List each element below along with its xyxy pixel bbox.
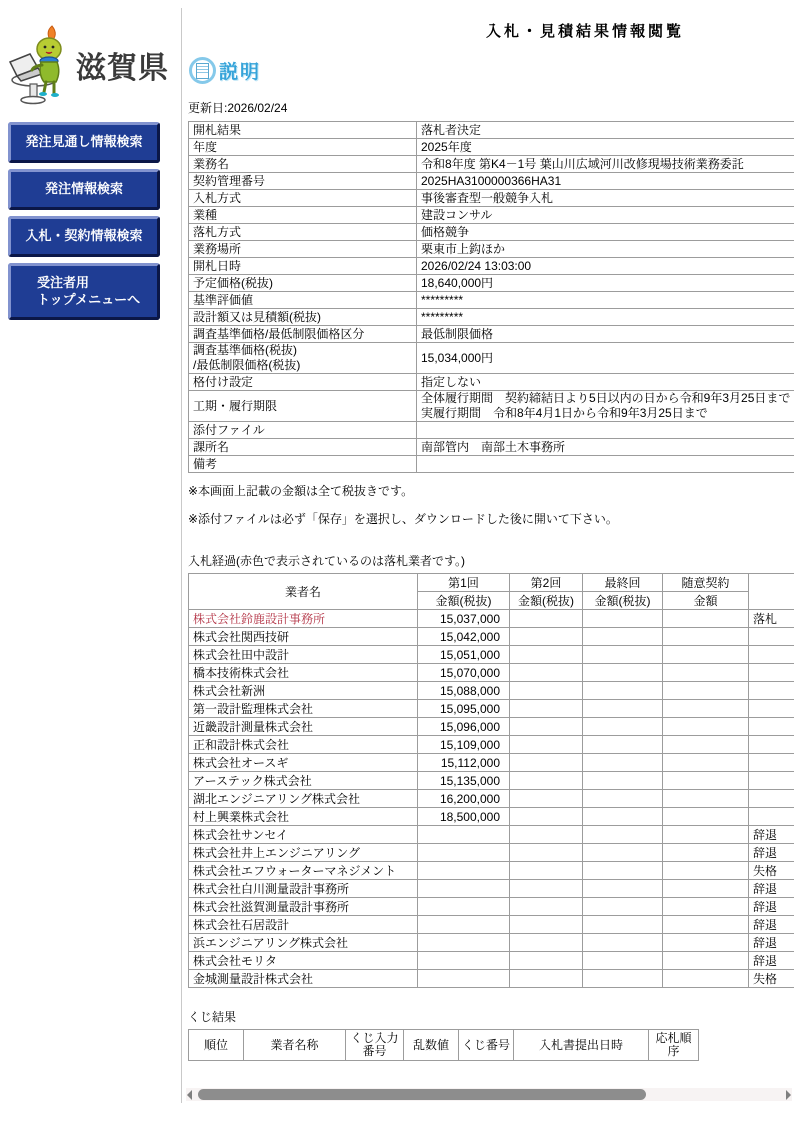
bid-round1-amount: 18,500,000 <box>418 808 510 826</box>
bid-final-amount <box>583 862 663 880</box>
updated-date: 更新日:2026/02/24 <box>188 101 288 115</box>
bid-final-amount <box>583 646 663 664</box>
bid-negotiated-amount <box>663 646 749 664</box>
bid-result <box>749 754 794 772</box>
bid-negotiated-amount <box>663 898 749 916</box>
bid-round2-amount <box>510 898 583 916</box>
bid-round2-amount <box>510 916 583 934</box>
detail-value: 落札者決定 <box>417 122 794 139</box>
bid-row <box>189 916 794 934</box>
detail-row <box>189 343 794 374</box>
detail-label: 契約管理番号 <box>189 173 417 190</box>
detail-label: 落札方式 <box>189 224 417 241</box>
bid-row <box>189 736 794 754</box>
bid-vendor-name: 株式会社モリタ <box>189 952 418 970</box>
bid-round2-amount <box>510 682 583 700</box>
lot-col-bid-order: 応札順序 <box>649 1030 699 1061</box>
bid-col-final-amount: 金額(税抜) <box>583 592 663 610</box>
bid-vendor-name: 湖北エンジニアリング株式会社 <box>189 790 418 808</box>
bid-history-table <box>188 573 794 988</box>
bid-round2-amount <box>510 826 583 844</box>
lottery-caption: くじ結果 <box>188 1010 237 1024</box>
bid-row <box>189 934 794 952</box>
bid-round2-amount <box>510 790 583 808</box>
detail-label: 設計額又は見積額(税抜) <box>189 309 417 326</box>
bid-result: 辞退 <box>749 844 794 862</box>
detail-label: 開札結果 <box>189 122 417 139</box>
bid-round2-amount <box>510 646 583 664</box>
bid-round2-amount <box>510 970 583 988</box>
bid-round2-amount <box>510 700 583 718</box>
bid-col-negotiated-amount: 金額 <box>663 592 749 610</box>
bid-negotiated-amount <box>663 916 749 934</box>
sidebar-item-label: 受注者用 <box>37 274 90 290</box>
bid-round2-amount <box>510 808 583 826</box>
detail-value: 15,034,000円 <box>417 343 794 374</box>
bid-vendor-name: 村上興業株式会社 <box>189 808 418 826</box>
bid-result: 辞退 <box>749 952 794 970</box>
detail-value: 指定しない <box>417 374 794 391</box>
bid-row <box>189 772 794 790</box>
bid-round1-amount: 15,037,000 <box>418 610 510 628</box>
scroll-right-arrow-icon[interactable] <box>786 1090 791 1100</box>
bid-negotiated-amount <box>663 790 749 808</box>
bid-final-amount <box>583 628 663 646</box>
detail-label: 年度 <box>189 139 417 156</box>
bid-col-round2: 第2回 <box>510 574 583 592</box>
bid-negotiated-amount <box>663 700 749 718</box>
bid-negotiated-amount <box>663 826 749 844</box>
detail-row <box>189 439 794 456</box>
detail-value: 2026/02/24 13:03:00 <box>417 258 794 275</box>
bid-row <box>189 610 794 628</box>
bid-result <box>749 700 794 718</box>
bid-round1-amount <box>418 934 510 952</box>
bid-negotiated-amount <box>663 970 749 988</box>
sidebar <box>0 0 181 326</box>
bid-col-final: 最終回 <box>583 574 663 592</box>
detail-row <box>189 326 794 343</box>
bid-vendor-name: 株式会社鈴鹿設計事務所 <box>189 610 418 628</box>
detail-row <box>189 173 794 190</box>
sidebar-item-order-forecast-search[interactable]: 発注見通し情報検索 <box>8 122 160 163</box>
detail-value: 建設コンサル <box>417 207 794 224</box>
detail-label: 備考 <box>189 456 417 473</box>
detail-row <box>189 292 794 309</box>
bid-negotiated-amount <box>663 862 749 880</box>
bid-row <box>189 952 794 970</box>
bid-round1-amount: 15,095,000 <box>418 700 510 718</box>
lot-col-vendor: 業者名称 <box>244 1030 346 1061</box>
detail-label: 調査基準価格(税抜) /最低制限価格(税抜) <box>189 343 417 374</box>
bid-vendor-name: 株式会社滋賀測量設計事務所 <box>189 898 418 916</box>
bid-vendor-name: 近畿設計測量株式会社 <box>189 718 418 736</box>
lot-col-entry-number: くじ入力番号 <box>346 1030 404 1061</box>
bid-vendor-name: 株式会社新洲 <box>189 682 418 700</box>
bid-negotiated-amount <box>663 682 749 700</box>
bid-final-amount <box>583 754 663 772</box>
bid-result: 失格 <box>749 970 794 988</box>
bid-result <box>749 664 794 682</box>
bid-negotiated-amount <box>663 664 749 682</box>
detail-row <box>189 122 794 139</box>
detail-row <box>189 422 794 439</box>
bid-col-vendor: 業者名 <box>189 574 418 610</box>
bid-result <box>749 772 794 790</box>
detail-row <box>189 241 794 258</box>
detail-label: 業務名 <box>189 156 417 173</box>
bid-negotiated-amount <box>663 952 749 970</box>
bid-result <box>749 736 794 754</box>
shiga-logo <box>8 24 181 106</box>
bid-round1-amount: 15,109,000 <box>418 736 510 754</box>
bid-result <box>749 808 794 826</box>
bid-round1-amount: 16,200,000 <box>418 790 510 808</box>
bid-negotiated-amount <box>663 808 749 826</box>
bid-round1-amount <box>418 844 510 862</box>
bid-col-round1: 第1回 <box>418 574 510 592</box>
bid-round1-amount: 15,042,000 <box>418 628 510 646</box>
bid-negotiated-amount <box>663 880 749 898</box>
bid-negotiated-amount <box>663 934 749 952</box>
sidebar-item-label: トップメニューへ <box>37 291 141 307</box>
bid-negotiated-amount <box>663 718 749 736</box>
bid-row <box>189 646 794 664</box>
bid-row <box>189 718 794 736</box>
bid-round2-amount <box>510 862 583 880</box>
prefecture-name: 滋賀県 <box>76 52 169 85</box>
bid-round2-amount <box>510 736 583 754</box>
bid-final-amount <box>583 916 663 934</box>
bid-final-amount <box>583 790 663 808</box>
detail-value <box>417 422 794 439</box>
detail-row <box>189 156 794 173</box>
detail-value: 栗東市上鈎ほか <box>417 241 794 258</box>
bid-row <box>189 790 794 808</box>
bid-row <box>189 898 794 916</box>
detail-label: 工期・履行期限 <box>189 391 417 422</box>
detail-value: ********* <box>417 292 794 309</box>
note-tax: ※本画面上記載の金額は全て税抜きです。 <box>188 484 414 498</box>
detail-label: 予定価格(税抜) <box>189 275 417 292</box>
bid-vendor-name: 株式会社石居設計 <box>189 916 418 934</box>
bid-vendor-name: アーステック株式会社 <box>189 772 418 790</box>
detail-value: 令和8年度 第K4－1号 葉山川広域河川改修現場技術業務委託 <box>417 156 794 173</box>
bid-result <box>749 790 794 808</box>
bid-final-amount <box>583 898 663 916</box>
detail-value: 2025年度 <box>417 139 794 156</box>
bid-result: 辞退 <box>749 826 794 844</box>
main-content <box>185 0 794 1085</box>
bid-final-amount <box>583 700 663 718</box>
sidebar-item-bid-contract-search[interactable]: 入札・契約情報検索 <box>8 216 160 257</box>
explain-button[interactable] <box>189 57 261 84</box>
explain-button-label: 説明 <box>219 62 262 83</box>
bid-final-amount <box>583 970 663 988</box>
detail-label: 開札日時 <box>189 258 417 275</box>
bid-negotiated-amount <box>663 754 749 772</box>
bid-col-round1-amount: 金額(税抜) <box>418 592 510 610</box>
detail-label: 添付ファイル <box>189 422 417 439</box>
detail-label: 課所名 <box>189 439 417 456</box>
detail-label: 調査基準価格/最低制限価格区分 <box>189 326 417 343</box>
bid-vendor-name: 株式会社サンセイ <box>189 826 418 844</box>
page-title: 入札・見積結果情報閲覧 <box>485 23 684 40</box>
bid-row <box>189 628 794 646</box>
lot-col-submit-datetime: 入札書提出日時 <box>514 1030 649 1061</box>
bid-round1-amount: 15,051,000 <box>418 646 510 664</box>
bid-negotiated-amount <box>663 844 749 862</box>
bid-round1-amount <box>418 862 510 880</box>
bid-result: 失格 <box>749 862 794 880</box>
bid-round1-amount <box>418 970 510 988</box>
bid-row <box>189 700 794 718</box>
detail-value <box>417 456 794 473</box>
scroll-left-arrow-icon[interactable] <box>187 1090 192 1100</box>
bid-vendor-name: 金城測量設計株式会社 <box>189 970 418 988</box>
bid-row <box>189 970 794 988</box>
bid-final-amount <box>583 610 663 628</box>
bid-final-amount <box>583 718 663 736</box>
bid-round2-amount <box>510 628 583 646</box>
bid-final-amount <box>583 880 663 898</box>
detail-row <box>189 275 794 292</box>
sidebar-item-order-info-search[interactable]: 発注情報検索 <box>8 169 160 210</box>
sidebar-item-contractor-top-menu[interactable] <box>8 263 160 321</box>
bid-round2-amount <box>510 934 583 952</box>
detail-value: 価格競争 <box>417 224 794 241</box>
bid-row <box>189 844 794 862</box>
bid-vendor-name: 株式会社エフウォーターマネジメント <box>189 862 418 880</box>
lot-col-lot-number: くじ番号 <box>459 1030 514 1061</box>
bid-final-amount <box>583 682 663 700</box>
detail-label: 格付け設定 <box>189 374 417 391</box>
bid-result: 辞退 <box>749 880 794 898</box>
detail-row <box>189 374 794 391</box>
bid-round1-amount <box>418 952 510 970</box>
detail-value: 南部管内 南部土木事務所 <box>417 439 794 456</box>
detail-row <box>189 391 794 422</box>
lot-col-random-value: 乱数値 <box>404 1030 459 1061</box>
bid-final-amount <box>583 772 663 790</box>
bid-round1-amount <box>418 916 510 934</box>
detail-value: ********* <box>417 309 794 326</box>
bid-vendor-name: 株式会社白川測量設計事務所 <box>189 880 418 898</box>
bid-vendor-name: 橋本技術株式会社 <box>189 664 418 682</box>
note-attachment: ※添付ファイルは必ず「保存」を選択し、ダウンロードした後に開いて下さい。 <box>188 512 618 526</box>
bid-final-amount <box>583 934 663 952</box>
detail-label: 入札方式 <box>189 190 417 207</box>
bid-round2-amount <box>510 880 583 898</box>
lottery-table <box>188 1029 699 1061</box>
bid-negotiated-amount <box>663 736 749 754</box>
bid-round1-amount: 15,112,000 <box>418 754 510 772</box>
detail-row <box>189 224 794 241</box>
bid-round2-amount <box>510 772 583 790</box>
bid-result: 落札 <box>749 610 794 628</box>
bid-round2-amount <box>510 718 583 736</box>
bid-round1-amount: 15,088,000 <box>418 682 510 700</box>
detail-label: 基準評価値 <box>189 292 417 309</box>
bid-negotiated-amount <box>663 772 749 790</box>
bid-row <box>189 682 794 700</box>
shiga-mascot-icon <box>8 24 74 106</box>
bid-vendor-name: 株式会社田中設計 <box>189 646 418 664</box>
bid-round1-amount: 15,070,000 <box>418 664 510 682</box>
bid-result <box>749 628 794 646</box>
bid-final-amount <box>583 844 663 862</box>
bid-vendor-name: 浜エンジニアリング株式会社 <box>189 934 418 952</box>
bid-history-caption: 入札経過(赤色で表示されているのは落札業者です。) <box>188 554 466 568</box>
bid-result: 辞退 <box>749 898 794 916</box>
lot-col-rank: 順位 <box>189 1030 244 1061</box>
bid-row <box>189 754 794 772</box>
bid-result: 辞退 <box>749 916 794 934</box>
detail-value: 全体履行期間 契約締結日より5日以内の日から令和9年3月25日まで 実履行期間 令和8年4月1日から令和9年3月25日まで <box>417 391 794 422</box>
detail-row <box>189 309 794 326</box>
bid-final-amount <box>583 952 663 970</box>
document-icon <box>189 57 216 84</box>
detail-row <box>189 190 794 207</box>
bid-round2-amount <box>510 844 583 862</box>
detail-value: 事後審査型一般競争入札 <box>417 190 794 207</box>
bid-round1-amount <box>418 898 510 916</box>
bid-negotiated-amount <box>663 610 749 628</box>
bid-result: 辞退 <box>749 934 794 952</box>
bid-round2-amount <box>510 952 583 970</box>
bid-final-amount <box>583 736 663 754</box>
bid-vendor-name: 株式会社関西技研 <box>189 628 418 646</box>
sidebar-divider <box>181 8 182 1103</box>
bid-round1-amount: 15,135,000 <box>418 772 510 790</box>
bid-col-result <box>749 574 794 610</box>
bid-result <box>749 718 794 736</box>
bid-vendor-name: 株式会社オースギ <box>189 754 418 772</box>
detail-row <box>189 258 794 275</box>
bid-round2-amount <box>510 754 583 772</box>
bid-final-amount <box>583 664 663 682</box>
detail-value: 18,640,000円 <box>417 275 794 292</box>
detail-row <box>189 456 794 473</box>
bid-final-amount <box>583 826 663 844</box>
bid-row <box>189 826 794 844</box>
detail-row <box>189 139 794 156</box>
bid-vendor-name: 株式会社井上エンジニアリング <box>189 844 418 862</box>
detail-value: 最低制限価格 <box>417 326 794 343</box>
bid-detail-table <box>188 121 794 473</box>
detail-row <box>189 207 794 224</box>
bid-row <box>189 880 794 898</box>
bid-row <box>189 862 794 880</box>
bid-round2-amount <box>510 610 583 628</box>
detail-value: 2025HA3100000366HA31 <box>417 173 794 190</box>
bid-negotiated-amount <box>663 628 749 646</box>
detail-label: 業種 <box>189 207 417 224</box>
bid-vendor-name: 第一設計監理株式会社 <box>189 700 418 718</box>
detail-label: 業務場所 <box>189 241 417 258</box>
bid-vendor-name: 正和設計株式会社 <box>189 736 418 754</box>
bid-col-negotiated: 随意契約 <box>663 574 749 592</box>
bid-final-amount <box>583 808 663 826</box>
bid-round1-amount: 15,096,000 <box>418 718 510 736</box>
bid-row <box>189 664 794 682</box>
bid-row <box>189 808 794 826</box>
horizontal-scrollbar[interactable] <box>186 1088 792 1101</box>
bid-result <box>749 646 794 664</box>
sidebar-nav <box>0 122 181 320</box>
bid-round2-amount <box>510 664 583 682</box>
scrollbar-thumb[interactable] <box>198 1089 646 1100</box>
bid-col-round2-amount: 金額(税抜) <box>510 592 583 610</box>
bid-round1-amount <box>418 880 510 898</box>
bid-round1-amount <box>418 826 510 844</box>
bid-result <box>749 682 794 700</box>
